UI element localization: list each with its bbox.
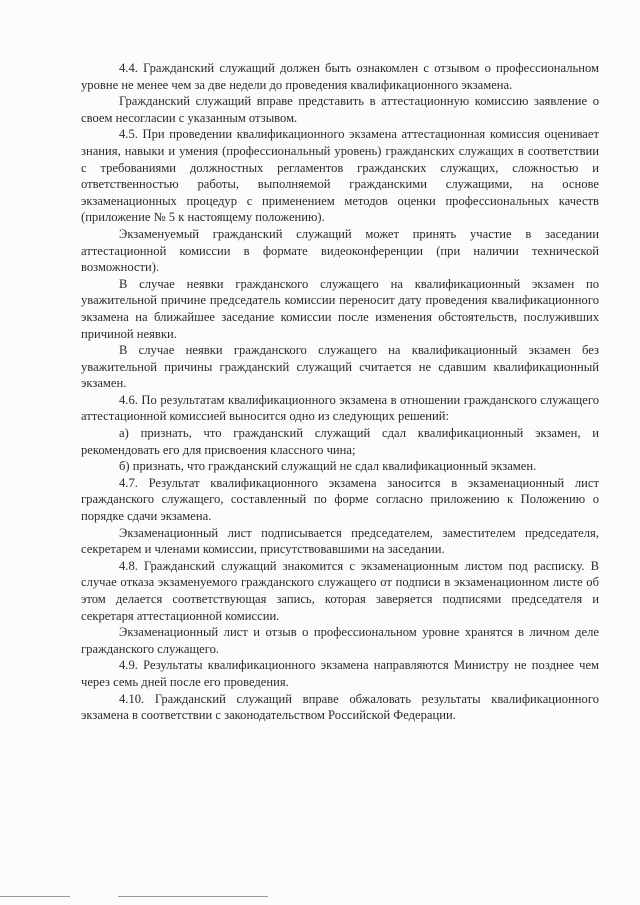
paragraph-absence-valid: В случае неявки гражданского служащего на квалификационный экзамен по уважительной причине председатель комиссии переносит дату проведения квалификационного экзамена на ближайшее заседание комиссии после изменения обстоятельств, послуживших причиной неявки. (81, 276, 599, 341)
paragraph-videoconference: Экзаменуемый гражданский служащий может принять участие в заседании аттестационной комиссии в формате видеоконференции (при наличии технической возможности). (81, 226, 599, 275)
paragraph-4-10: 4.10. Гражданский служащий вправе обжаловать результаты квалификационного экзамена в соответствии с законодательством Российской Федерации. (81, 691, 599, 723)
paragraph-4-4: 4.4. Гражданский служащий должен быть ознакомлен с отзывом о профессиональном уровне не менее чем за две недели до проведения квалификационного экзамена. (81, 61, 599, 92)
paragraph-4-9: 4.9. Результаты квалификационного экзамена направляются Министру не позднее чем через семь дней после его проведения. (81, 658, 599, 689)
scan-edge-line-center (118, 896, 268, 897)
document-body (81, 60, 599, 724)
paragraph-decision-b: б) признать, что гражданский служащий не сдал квалификационный экзамен. (119, 459, 537, 474)
paragraph-4-7: 4.7. Результат квалификационного экзамена заносится в экзаменационный лист гражданского служащего, составленный по форме согласно приложению к Положению о порядке сдачи экзамена. (81, 475, 599, 524)
paragraph-signatures: Экзаменационный лист подписывается председателем, заместителем председателя, секретарем и членами комиссии, присутствовавшими на заседании. (81, 525, 599, 557)
paragraph-decision-a: а) признать, что гражданский служащий сдал квалификационный экзамен, и рекомендовать его для присвоения классного чина; (81, 426, 599, 457)
paragraph-absence-invalid: В случае неявки гражданского служащего на квалификационный экзамен без уважительной причины гражданский служащий считается не сдавшим квалификационный экзамен. (81, 343, 599, 391)
scan-edge-line-left (0, 896, 70, 897)
paragraph-storage: Экзаменационный лист и отзыв о профессиональном уровне хранятся в личном деле гражданского служащего. (81, 625, 599, 656)
paragraph-4-5: 4.5. При проведении квалификационного экзамена аттестационная комиссия оценивает знания, навыки и умения (профессиональный уровень) гражданских служащих в соответствии с требованиями должностных регламентов гражданских служащих, сложностью и ответственностью работы, выполняемой гражданскими служащими, на основе экзаменационных процедур с применением методов оценки профессиональных качеств (приложение № 5 к настоящему положению). (81, 127, 599, 225)
paragraph-4-6: 4.6. По результатам квалификационного экзамена в отношении гражданского служащего аттестационной комиссией выносится одно из следующих решений: (81, 392, 599, 424)
paragraph-4-8: 4.8. Гражданский служащий знакомится с экзаменационным листом под расписку. В случае отказа экзаменуемого гражданского служащего от подписи в экзаменационном листе об этом делается соответствующая запись, которая заверяется подписями председателя и секретаря аттестационной комиссии. (81, 558, 599, 623)
paragraph-objection: Гражданский служащий вправе представить в аттестационную комиссию заявление о своем несогласии с указанным отзывом. (81, 94, 599, 125)
